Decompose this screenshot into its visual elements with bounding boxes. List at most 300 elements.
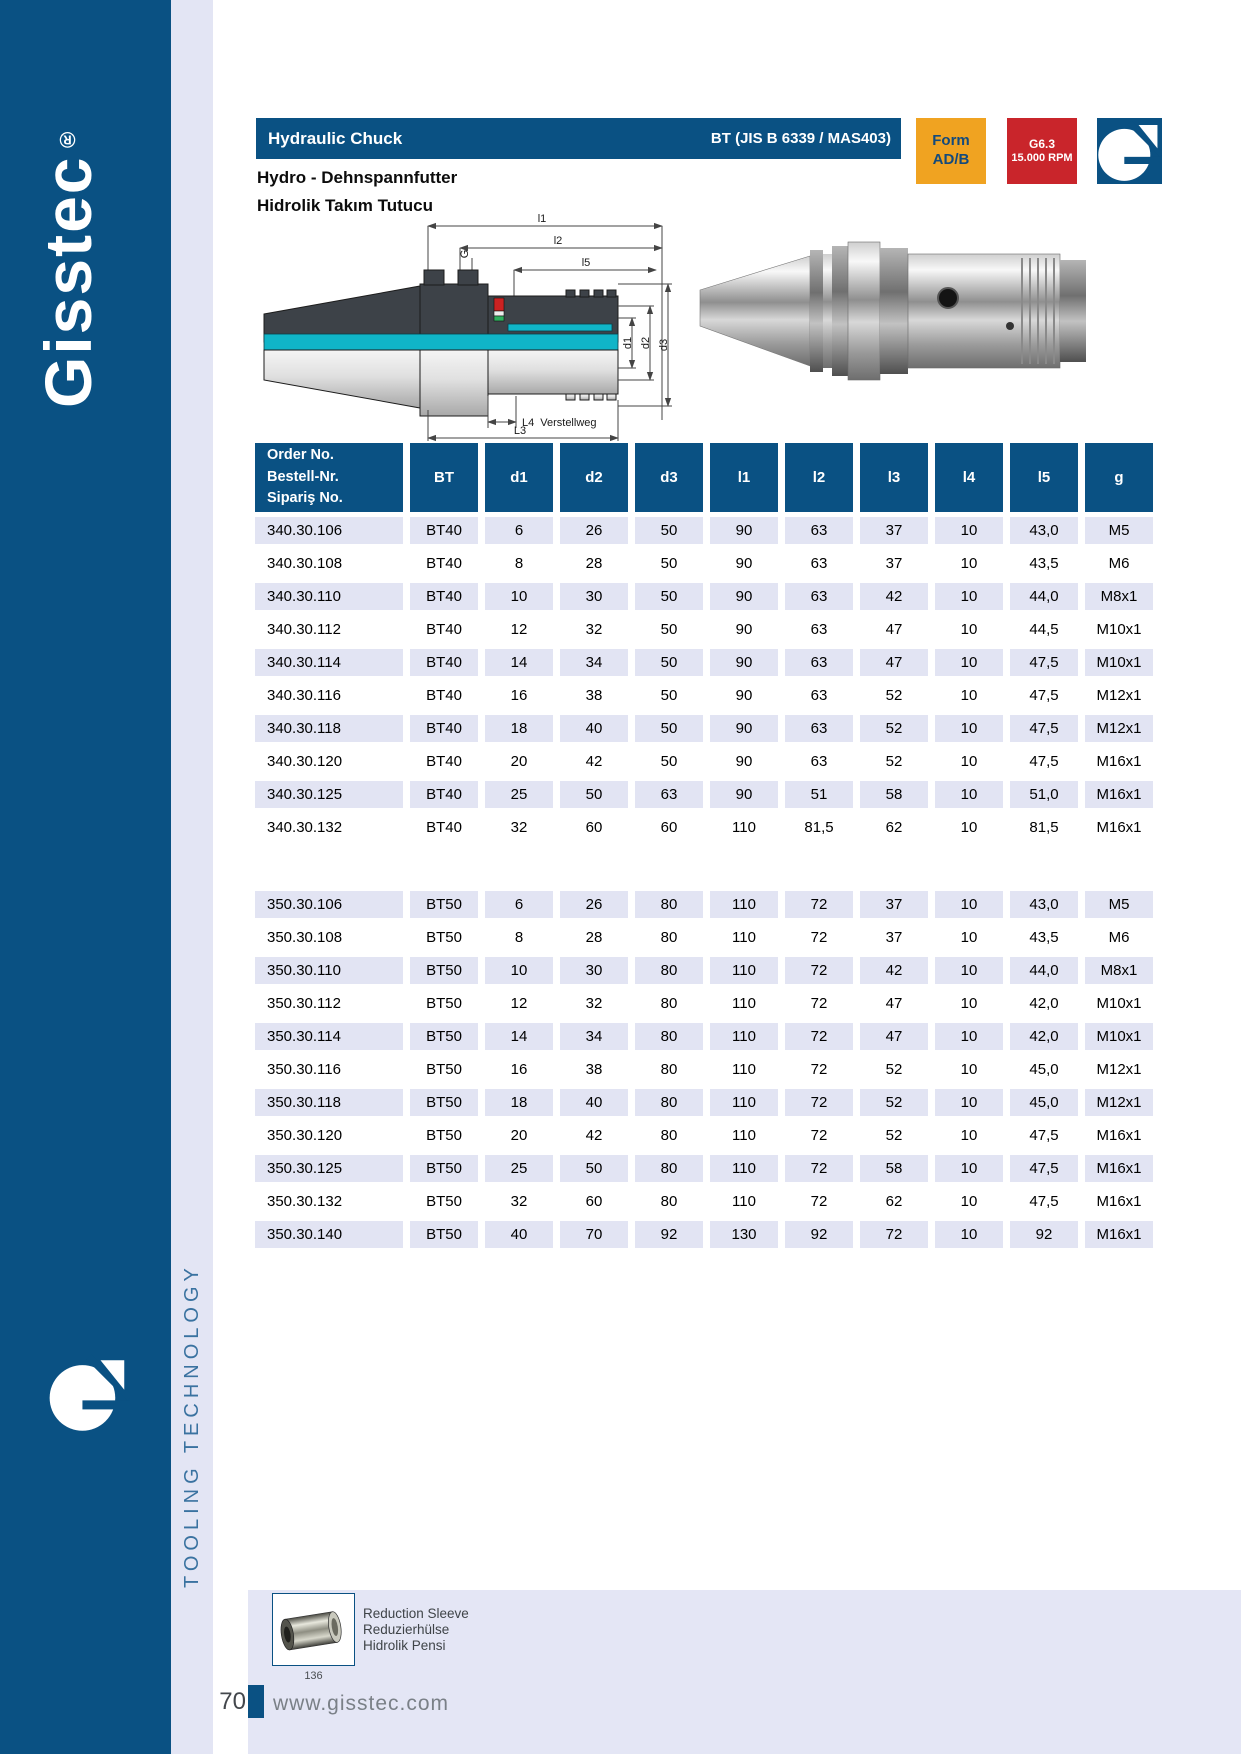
value-cell: 45,0 [1010,1089,1078,1116]
value-cell: 10 [960,555,978,572]
value-cell: 32 [585,995,603,1012]
value-cell: 52 [860,715,928,742]
value-cell: 72 [785,957,853,984]
value-cell: 8 [514,555,524,572]
value-cell: 58 [860,1155,928,1182]
value-cell: 58 [860,781,928,808]
value-cell: 50 [635,715,703,742]
value-cell: 43,5 [1029,555,1059,572]
value-cell: 14 [485,649,553,676]
value-cell: 50 [635,649,703,676]
value-cell: 6 [485,517,553,544]
website-link[interactable]: www.gisstec.com [273,1692,450,1715]
order-number-cell: 340.30.120 [267,753,343,770]
brand-logo-text [30,78,106,408]
value-cell: 110 [710,1089,778,1116]
sleeve-caption-de: Reduzierhülse [363,1621,450,1637]
col-header-l3: l3 [860,443,928,512]
value-cell: 110 [732,819,756,836]
balance-badge [1007,118,1077,184]
col-header-d2: d2 [560,443,628,512]
form-badge-line1: Form [932,132,970,150]
value-cell: 20 [510,753,528,770]
value-cell: M10x1 [1085,1023,1153,1050]
value-cell: 28 [585,929,603,946]
value-cell: BT40 [426,555,462,572]
value-cell: 63 [785,517,853,544]
value-cell: 10 [485,583,553,610]
value-cell: BT40 [410,649,478,676]
value-cell: 20 [510,1127,528,1144]
value-cell: 10 [935,1089,1003,1116]
value-cell: BT50 [410,957,478,984]
value-cell: BT50 [410,891,478,918]
value-cell: 63 [810,753,828,770]
value-cell: BT40 [426,621,462,638]
value-cell: 90 [710,649,778,676]
value-cell: 81,5 [1029,819,1059,836]
value-cell: 110 [732,995,756,1012]
value-cell: 10 [935,1023,1003,1050]
gisstec-logo-icon [48,1352,130,1434]
reduction-sleeve-image [272,1593,355,1666]
value-cell: 72 [785,1023,853,1050]
value-cell: M16x1 [1096,1127,1142,1144]
value-cell: 10 [960,1193,978,1210]
value-cell: 62 [885,819,903,836]
value-cell: BT50 [410,1221,478,1248]
table-body-bt40 [255,514,1153,844]
order-number-cell: 350.30.125 [255,1155,403,1182]
registered-mark: ® [55,124,80,152]
value-cell: M5 [1085,891,1153,918]
value-cell: 12 [510,995,528,1012]
value-cell: 44,0 [1010,957,1078,984]
sleeve-figure-number: 136 [304,1670,323,1682]
value-cell: 52 [885,1127,903,1144]
table-row [255,1053,1153,1086]
value-cell: BT40 [410,781,478,808]
value-cell: BT50 [426,1127,462,1144]
value-cell: BT50 [410,1155,478,1182]
table-row [255,547,1153,580]
value-cell: 16 [510,687,528,704]
value-cell: BT40 [426,819,462,836]
dim-label-d2: d2 [640,336,652,350]
value-cell: 10 [935,517,1003,544]
value-cell: M10x1 [1096,995,1142,1012]
value-cell: 10 [960,819,978,836]
brand-name: Gisstec [31,155,105,408]
value-cell: 25 [485,781,553,808]
value-cell: 47,5 [1029,1193,1059,1210]
order-number-cell: 340.30.125 [255,781,403,808]
value-cell: 51 [785,781,853,808]
form-badge-line2: AD/B [932,151,970,168]
value-cell: 90 [735,687,753,704]
value-cell: 72 [785,891,853,918]
table-row [255,1119,1153,1152]
value-cell: 38 [585,1061,603,1078]
value-cell: M10x1 [1096,621,1142,638]
value-cell: 52 [885,687,903,704]
col-header-l5: l5 [1010,443,1078,512]
value-cell: 60 [660,819,678,836]
page-title: Hydraulic Chuck [268,128,403,148]
table-row [255,1020,1153,1053]
value-cell: 10 [960,621,978,638]
dimension-table [255,443,1153,1251]
value-cell: 43,0 [1010,891,1078,918]
value-cell: 63 [810,555,828,572]
value-cell: 47,5 [1010,715,1078,742]
value-cell: 81,5 [804,819,834,836]
tooling-technology-tagline: TOOLING TECHNOLOGY [181,1263,203,1588]
value-cell: 10 [935,1221,1003,1248]
col-header-g: g [1085,443,1153,512]
value-cell: 40 [560,715,628,742]
value-cell: 10 [935,715,1003,742]
table-row [255,580,1153,613]
value-cell: 18 [485,1089,553,1116]
value-cell: 72 [860,1221,928,1248]
value-cell: 80 [660,1061,678,1078]
value-cell: 37 [860,517,928,544]
value-cell: M12x1 [1096,687,1142,704]
value-cell: 10 [485,957,553,984]
value-cell: 80 [635,1023,703,1050]
value-cell: BT50 [410,1089,478,1116]
value-cell: 10 [960,1061,978,1078]
order-number-cell: 350.30.132 [267,1193,343,1210]
col-header-l1: l1 [710,443,778,512]
value-cell: 90 [710,583,778,610]
value-cell: 38 [585,687,603,704]
value-cell: 110 [732,1193,756,1210]
col-header-l4: l4 [935,443,1003,512]
value-cell: M16x1 [1085,781,1153,808]
value-cell: 110 [710,1155,778,1182]
value-cell: 72 [810,1061,828,1078]
standard-label: BT (JIS B 6339 / MAS403) [710,130,891,147]
value-cell: 80 [635,891,703,918]
table-row [255,888,1153,921]
table-row [255,1218,1153,1251]
value-cell: 92 [1010,1221,1078,1248]
value-cell: 10 [935,957,1003,984]
value-cell: 42 [860,957,928,984]
order-number-cell: 340.30.108 [267,555,343,572]
table-row [255,954,1153,987]
value-cell: 26 [560,517,628,544]
value-cell: 52 [885,753,903,770]
value-cell: M10x1 [1085,649,1153,676]
value-cell: 16 [510,1061,528,1078]
value-cell: BT50 [410,1023,478,1050]
table-row [255,1185,1153,1218]
value-cell: M6 [1108,929,1130,946]
value-cell: 110 [732,929,756,946]
sleeve-caption-en: Reduction Sleeve [363,1606,469,1621]
value-cell: 10 [935,649,1003,676]
value-cell: 10 [960,1127,978,1144]
value-cell: 63 [785,715,853,742]
dim-label-l1: l1 [537,213,547,225]
value-cell: 10 [960,753,978,770]
table-header-row [255,443,1153,512]
value-cell: 60 [585,1193,603,1210]
value-cell: 63 [785,583,853,610]
value-cell: 62 [885,1193,903,1210]
value-cell: 18 [485,715,553,742]
balance-badge-line1: G6.3 [1028,136,1055,151]
order-header-de: Bestell-Nr. [267,468,339,485]
value-cell: 45,0 [1029,1061,1059,1078]
value-cell: 32 [585,621,603,638]
value-cell: 42,0 [1010,1023,1078,1050]
order-header-tr: Sipariş No. [267,490,343,507]
dim-label-l3: L3 [513,425,527,437]
order-header-en: Order No. [267,446,334,463]
value-cell: M16x1 [1085,1221,1153,1248]
product-photo [692,224,1100,396]
value-cell: 72 [785,1155,853,1182]
value-cell: 80 [635,1155,703,1182]
value-cell: 25 [485,1155,553,1182]
value-cell: M12x1 [1085,715,1153,742]
value-cell: 42 [585,1127,603,1144]
value-cell: 50 [660,621,678,638]
gisstec-logo-badge [1097,118,1162,184]
order-number-cell: 350.30.108 [267,929,343,946]
technical-drawing [250,210,680,442]
value-cell: 42 [860,583,928,610]
subtitle-german: Hydro - Dehnspannfutter [257,168,458,187]
value-cell: 52 [885,1061,903,1078]
value-cell: 44,5 [1029,621,1059,638]
value-cell: 47 [860,1023,928,1050]
dim-label-l4: L4 Verstellweg [522,417,597,429]
value-cell: 92 [635,1221,703,1248]
value-cell: BT50 [426,1193,462,1210]
value-cell: 47,5 [1029,753,1059,770]
value-cell: M5 [1085,517,1153,544]
value-cell: 37 [885,555,903,572]
value-cell: 50 [635,583,703,610]
value-cell: 26 [560,891,628,918]
balance-badge-line2: 15.000 RPM [1011,151,1073,164]
value-cell: BT50 [426,1061,462,1078]
order-number-cell: 340.30.112 [267,621,341,638]
value-cell: 50 [560,1155,628,1182]
value-cell: 50 [660,753,678,770]
value-cell: 40 [485,1221,553,1248]
value-cell: 50 [560,781,628,808]
value-cell: M16x1 [1085,1155,1153,1182]
value-cell: 72 [810,1127,828,1144]
order-number-cell: 340.30.114 [255,649,403,676]
dim-label-g: G [459,249,471,259]
value-cell: M16x1 [1096,819,1142,836]
value-cell: 90 [710,781,778,808]
value-cell: 47 [860,649,928,676]
value-cell: M6 [1108,555,1130,572]
col-header-bt: BT [410,443,478,512]
dim-label-l2: l2 [553,235,563,247]
value-cell: 50 [660,687,678,704]
order-number-cell: 350.30.112 [267,995,341,1012]
value-cell: 90 [735,621,753,638]
col-header-d1: d1 [485,443,553,512]
form-badge [916,118,986,184]
table-row [255,811,1153,844]
col-header-d3: d3 [635,443,703,512]
value-cell: 42 [585,753,603,770]
value-cell: 110 [732,1061,756,1078]
order-number-cell: 350.30.120 [267,1127,343,1144]
value-cell: 30 [560,957,628,984]
value-cell: M8x1 [1085,583,1153,610]
value-cell: 63 [810,687,828,704]
order-number-cell: 350.30.106 [255,891,403,918]
value-cell: 30 [560,583,628,610]
value-cell: 10 [935,781,1003,808]
value-cell: 47,5 [1010,649,1078,676]
order-header-cell [255,443,403,512]
table-row [255,745,1153,778]
table-row [255,514,1153,547]
table-row [255,987,1153,1020]
value-cell: 80 [660,1193,678,1210]
value-cell: 92 [785,1221,853,1248]
value-cell: 8 [514,929,524,946]
footer-accent-square [248,1685,264,1718]
value-cell: 6 [485,891,553,918]
value-cell: 47 [885,621,903,638]
value-cell: 72 [785,1089,853,1116]
dim-label-d3: d3 [658,338,670,352]
order-number-cell: 340.30.118 [255,715,403,742]
order-number-cell: 350.30.110 [255,957,403,984]
value-cell: 90 [710,715,778,742]
value-cell: 110 [710,891,778,918]
value-cell: 42,0 [1029,995,1059,1012]
subtitle-turkish: Hidrolik Takım Tutucu [257,196,433,215]
value-cell: 37 [885,929,903,946]
value-cell: 51,0 [1010,781,1078,808]
value-cell: 10 [960,687,978,704]
order-number-cell: 340.30.132 [267,819,343,836]
value-cell: 32 [510,819,528,836]
dim-label-l5: l5 [581,257,591,269]
value-cell: 80 [635,1089,703,1116]
value-cell: 50 [660,555,678,572]
value-cell: 47 [885,995,903,1012]
order-number-cell: 340.30.116 [267,687,341,704]
value-cell: 10 [935,1155,1003,1182]
value-cell: 43,0 [1010,517,1078,544]
value-cell: BT50 [426,929,462,946]
product-title-bar [256,118,901,159]
value-cell: BT40 [410,715,478,742]
order-number-cell: 350.30.140 [255,1221,403,1248]
table-row [255,1152,1153,1185]
value-cell: M12x1 [1096,1061,1142,1078]
value-cell: BT40 [426,753,462,770]
value-cell: 130 [710,1221,778,1248]
value-cell: 47,5 [1029,687,1059,704]
value-cell: M8x1 [1085,957,1153,984]
value-cell: BT40 [426,687,462,704]
table-row [255,646,1153,679]
value-cell: 47,5 [1010,1155,1078,1182]
value-cell: 72 [810,1193,828,1210]
value-cell: 28 [585,555,603,572]
value-cell: BT40 [410,517,478,544]
value-cell: 43,5 [1029,929,1059,946]
value-cell: 72 [810,929,828,946]
value-cell: 80 [635,957,703,984]
value-cell: 50 [635,517,703,544]
value-cell: 52 [860,1089,928,1116]
value-cell: 80 [660,1127,678,1144]
value-cell: 90 [735,555,753,572]
value-cell: 110 [710,1023,778,1050]
col-header-l2: l2 [785,443,853,512]
table-row [255,778,1153,811]
value-cell: 10 [935,583,1003,610]
value-cell: 90 [710,517,778,544]
value-cell: 60 [585,819,603,836]
table-row [255,1086,1153,1119]
table-body-bt50 [255,888,1153,1251]
value-cell: 37 [860,891,928,918]
table-row [255,921,1153,954]
value-cell: 63 [810,621,828,638]
order-number-cell: 350.30.114 [255,1023,403,1050]
value-cell: M16x1 [1096,1193,1142,1210]
value-cell: 72 [810,995,828,1012]
value-cell: 14 [485,1023,553,1050]
value-cell: 110 [710,957,778,984]
value-cell: M12x1 [1085,1089,1153,1116]
dim-label-d1: d1 [622,336,634,350]
order-number-cell: 350.30.116 [267,1061,341,1078]
value-cell: 34 [560,1023,628,1050]
value-cell: 44,0 [1010,583,1078,610]
page-number: 70 [219,1688,246,1715]
value-cell: 10 [935,891,1003,918]
value-cell: 110 [732,1127,756,1144]
sleeve-caption [363,1606,469,1654]
order-number-cell: 340.30.106 [255,517,403,544]
order-number-cell: 350.30.118 [255,1089,403,1116]
value-cell: 10 [960,995,978,1012]
value-cell: 90 [735,753,753,770]
table-row [255,712,1153,745]
order-number-cell: 340.30.110 [255,583,403,610]
value-cell: 80 [660,995,678,1012]
value-cell: BT40 [410,583,478,610]
value-cell: 70 [560,1221,628,1248]
value-cell: M16x1 [1096,753,1142,770]
table-row [255,679,1153,712]
value-cell: 34 [560,649,628,676]
table-row [255,613,1153,646]
sleeve-caption-tr: Hidrolik Pensi [363,1637,446,1653]
value-cell: 32 [510,1193,528,1210]
value-cell: 63 [785,649,853,676]
